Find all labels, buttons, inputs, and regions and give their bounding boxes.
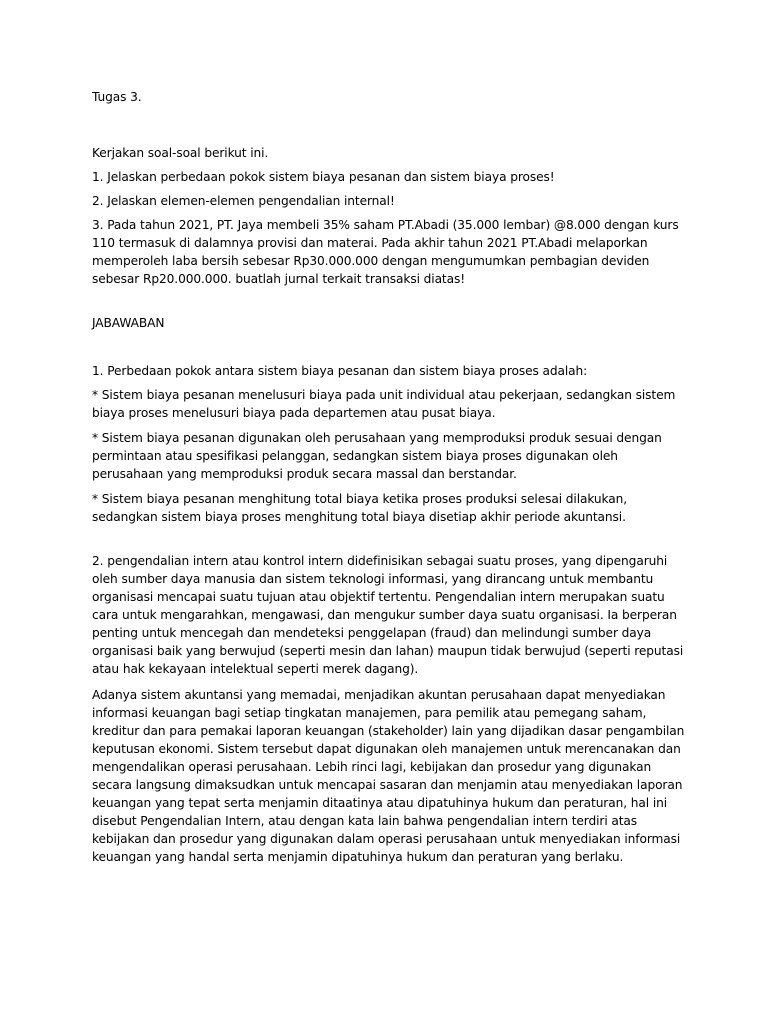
answer-2-paragraph: Adanya sistem akuntansi yang memadai, menjadikan akuntan perusahaan dapat menyediakan informasi keuangan bagi setiap tingkatan manajemen, para pemilik atau pemegang saham, kreditur dan para pemakai laporan keuangan (stakeholder) lain yang dijadikan dasar pengambilan keputusan ekonomi. Sistem tersebut dapat digunakan oleh manajemen untuk merencanakan dan mengendalikan operasi perusahaan. Lebih rinci lagi, kebijakan dan prosedur yang digunakan secara langsung dimaksudkan untuk mencapai sasaran dan menjamin atau menyediakan laporan keuangan yang tepat serta menjamin ditaatinya atau dipatuhinya hukum dan peraturan, hal ini disebut Pengendalian Intern, atau dengan kata lain bahwa pengendalian intern terdiri atas kebijakan dan prosedur yang digunakan dalam operasi perusahaan untuk menyediakan informasi keuangan yang handal serta menjamin dipatuhinya hukum dan peraturan yang berlaku. <box>92 688 685 864</box>
answer-2-paragraph: 2. pengendalian intern atau kontrol intern didefinisikan sebagai suatu proses, yang dipengaruhi oleh sumber daya manusia dan sistem teknologi informasi, yang dirancang untuk membantu organisasi mencapai suatu tujuan atau objektif tertentu. Pengendalian intern merupakan suatu cara untuk mengarahkan, mengawasi, dan mengukur sumber daya suatu organisasi. Ia berperan penting untuk mencegah dan mendeteksi penggelapan (fraud) dan melindungi sumber daya organisasi baik yang berwujud (seperti mesin dan lahan) maupun tidak berwujud (seperti reputasi atau hak kekayaan intelektual seperti merek dagang). <box>92 554 684 676</box>
document-title: Tugas 3. <box>92 90 142 104</box>
answer-heading: JABAWABAN <box>92 316 165 330</box>
question-2: 2. Jelaskan elemen-elemen pengendalian internal! <box>92 194 395 208</box>
answer-1-bullet: * Sistem biaya pesanan digunakan oleh perusahaan yang memproduksi produk sesuai dengan permintaan atau spesifikasi pelanggan, sedangkan sistem biaya proses digunakan oleh perusahaan yang memproduksi produk secara massal dan berstandar. <box>92 431 662 481</box>
question-1: 1. Jelaskan perbedaan pokok sistem biaya pesanan dan sistem biaya proses! <box>92 170 555 184</box>
answer-1-bullet: * Sistem biaya pesanan menghitung total biaya ketika proses produksi selesai dilakukan, sedangkan sistem biaya proses menghitung total biaya disetiap akhir periode akuntansi. <box>92 492 628 524</box>
instructions-text: Kerjakan soal-soal berikut ini. <box>92 146 269 160</box>
answer-1-bullet: * Sistem biaya pesanan menelusuri biaya pada unit individual atau pekerjaan, sedangkan sistem biaya proses menelusuri biaya pada departemen atau pusat biaya. <box>92 388 676 420</box>
answer-1-intro: 1. Perbedaan pokok antara sistem biaya pesanan dan sistem biaya proses adalah: <box>92 364 588 378</box>
document-body <box>92 88 692 866</box>
question-3: 3. Pada tahun 2021, PT. Jaya membeli 35% saham PT.Abadi (35.000 lembar) @8.000 dengan kurs 110 termasuk di dalamnya provisi dan materai. Pada akhir tahun 2021 PT.Abadi melaporkan memperoleh laba bersih sebesar Rp30.000.000 dengan mengumumkan pembagian deviden sebesar Rp20.000.000. buatlah jurnal terkait transaksi diatas! <box>92 218 679 286</box>
